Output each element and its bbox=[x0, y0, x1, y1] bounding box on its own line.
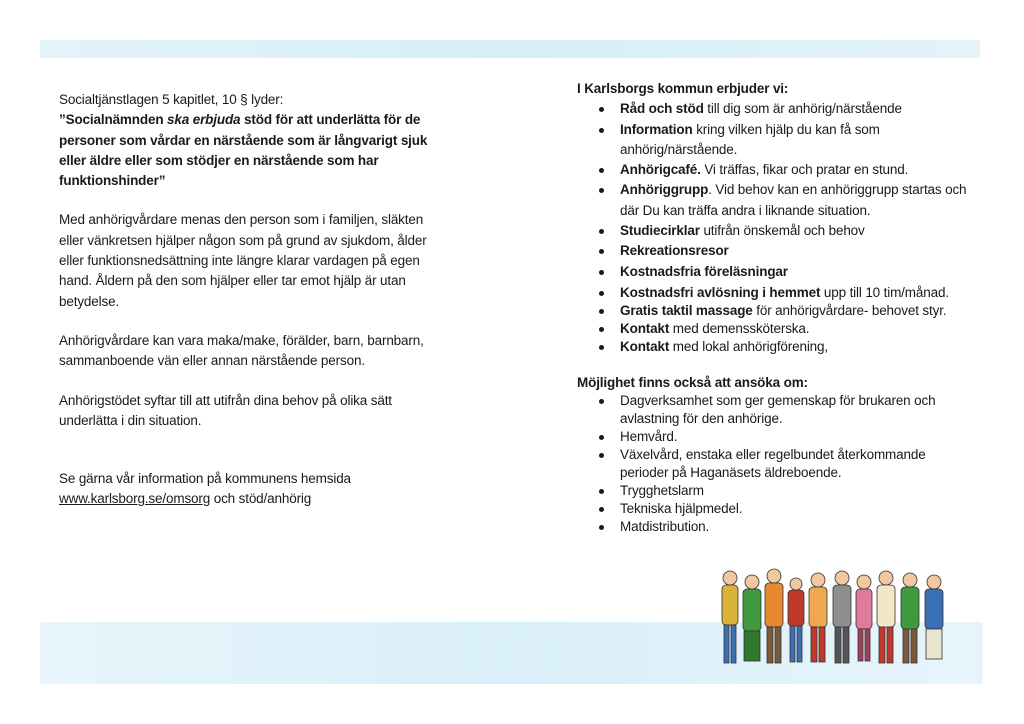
bullet-icon bbox=[599, 188, 604, 193]
offer-item: Gratis taktil massage för anhörigvårdare- behovet styr. bbox=[577, 302, 977, 320]
person-figure bbox=[901, 573, 919, 663]
bullet-icon bbox=[599, 270, 604, 275]
offer-item: Kontakt med demenssköterska. bbox=[577, 320, 977, 338]
bullet-icon bbox=[599, 128, 604, 133]
bullet-icon bbox=[599, 345, 604, 350]
bullet-icon bbox=[599, 399, 604, 404]
person-figure bbox=[765, 569, 783, 663]
offer-item: Kostnadsfri avlösning i hemmet upp till 10 tim/månad. bbox=[577, 284, 977, 302]
person-figure bbox=[788, 578, 804, 662]
offer-item: Information kring vilken hjälp du kan få som anhörig/närstående. bbox=[577, 120, 977, 161]
link-suffix: och stöd/anhörig bbox=[210, 491, 312, 507]
person-figure bbox=[722, 571, 738, 663]
apply-heading: Möjlighet finns också att ansöka om: bbox=[577, 374, 808, 390]
law-quote-end: stöd för att underlätta för de personer som vårdar en närstående som är långvarigt sjuk eller äldre eller som stödjer en närstående som har funktionshinder” bbox=[59, 112, 428, 189]
website-link[interactable]: www.karlsborg.se/omsorg bbox=[59, 491, 211, 507]
offer-item: Studiecirklar utifrån önskemål och behov bbox=[577, 221, 977, 241]
group-of-people-illustration bbox=[716, 560, 956, 672]
info-link-line bbox=[59, 489, 439, 509]
bullet-icon bbox=[599, 291, 604, 296]
offer-list bbox=[577, 99, 977, 282]
bullet-icon bbox=[599, 309, 604, 314]
purpose-paragraph: Anhörigstödet syftar till att utifrån dina behov på olika sätt underlätta i din situation. bbox=[59, 392, 392, 428]
person-figure bbox=[743, 575, 761, 661]
law-quote-start: ”Socialnämnden bbox=[59, 112, 168, 128]
person-figure bbox=[809, 573, 827, 662]
bullet-icon bbox=[599, 229, 604, 234]
right-column bbox=[577, 79, 977, 536]
offer-item: Råd och stöd till dig som är anhörig/närstående bbox=[577, 99, 977, 119]
apply-item: Matdistribution. bbox=[577, 518, 977, 536]
law-quote-emphasis: ska erbjuda bbox=[167, 112, 241, 128]
bullet-icon bbox=[599, 327, 604, 332]
offer-item: Rekreationsresor bbox=[577, 241, 977, 261]
offer-list-continued bbox=[577, 284, 977, 356]
offer-item: Anhörigcafé. Vi träffas, fikar och pratar en stund. bbox=[577, 160, 977, 180]
top-decorative-band bbox=[40, 40, 980, 58]
offer-item: Kostnadsfria föreläsningar bbox=[577, 262, 977, 282]
offer-item: Anhöriggrupp. Vid behov kan en anhöriggrupp startas och där Du kan träffa andra i liknande situation. bbox=[577, 180, 977, 221]
left-column bbox=[59, 90, 439, 510]
bullet-icon bbox=[599, 249, 604, 254]
apply-item: Tekniska hjälpmedel. bbox=[577, 500, 977, 518]
apply-item: Hemvård. bbox=[577, 428, 977, 446]
apply-item: Växelvård, enstaka eller regelbundet återkommande perioder på Haganäsets äldreboende. bbox=[577, 446, 977, 482]
offer-heading: I Karlsborgs kommun erbjuder vi: bbox=[577, 81, 789, 96]
bullet-icon bbox=[599, 168, 604, 173]
definition-paragraph: Med anhörigvårdare menas den person som i familjen, släkten eller vänkretsen hjälper någon som på grund av sjukdom, ålder eller funktionsnedsättning inte längre klarar vardagen på egen hand. Åldern på den som hjälper eller tar emot hjälp är utan betydelse. bbox=[59, 212, 427, 309]
apply-item: Trygghetslarm bbox=[577, 482, 977, 500]
bullet-icon bbox=[599, 435, 604, 440]
bullet-icon bbox=[599, 507, 604, 512]
info-text: Se gärna vår information på kommunens hemsida bbox=[59, 471, 351, 487]
law-quote bbox=[59, 110, 439, 191]
apply-item: Dagverksamhet som ger gemenskap för brukaren och avlastning för den anhörige. bbox=[577, 392, 977, 428]
bullet-icon bbox=[599, 489, 604, 494]
person-figure bbox=[856, 575, 872, 661]
person-figure bbox=[925, 575, 943, 659]
bullet-icon bbox=[599, 453, 604, 458]
bullet-icon bbox=[599, 107, 604, 112]
who-paragraph: Anhörigvårdare kan vara maka/make, förälder, barn, barnbarn, sammanboende vän eller annan närstående person. bbox=[59, 332, 424, 369]
person-figure bbox=[833, 571, 851, 663]
bullet-icon bbox=[599, 525, 604, 530]
offer-item: Kontakt med lokal anhörigförening, bbox=[577, 338, 977, 356]
person-figure bbox=[877, 571, 895, 663]
law-reference: Socialtjänstlagen 5 kapitlet, 10 § lyder: bbox=[59, 92, 284, 107]
apply-list bbox=[577, 392, 977, 536]
